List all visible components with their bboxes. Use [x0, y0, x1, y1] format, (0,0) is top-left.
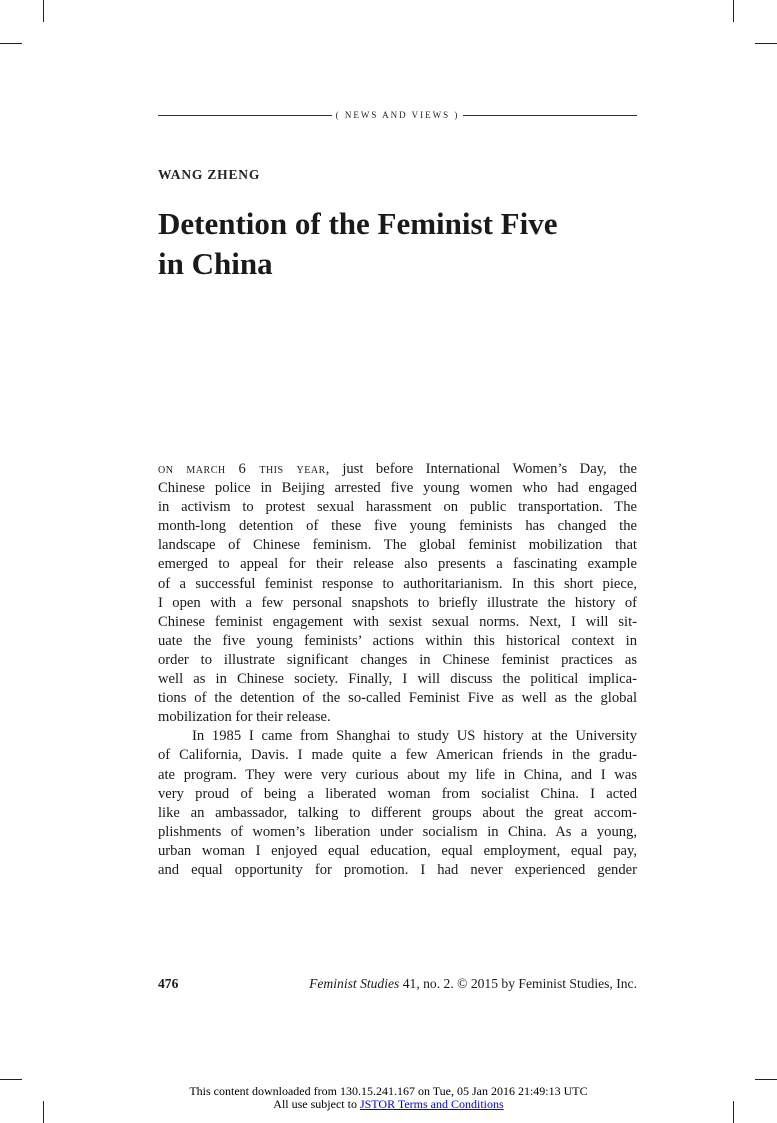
- body-line: In 1985 I came from Shanghai to study US history at the University: [192, 728, 637, 745]
- crop-mark-bottom-right-h: [755, 1079, 777, 1080]
- body-line: in activism to protest sexual harassment on public transportation. The: [158, 499, 637, 516]
- download-notice: [0, 1085, 777, 1111]
- page-footer: [158, 976, 637, 992]
- body-line: landscape of Chinese feminism. The global feminist mobilization that: [158, 537, 637, 554]
- journal-name: Feminist Studies: [309, 976, 400, 991]
- body-line: mobilization for their release.: [158, 709, 331, 726]
- section-header: [158, 110, 637, 120]
- crop-mark-top-right: [733, 0, 734, 22]
- article-title-line-1: Detention of the Feminist Five: [158, 206, 558, 241]
- section-label: ( NEWS AND VIEWS ): [335, 110, 460, 120]
- author-name: WANG ZHENG: [158, 167, 261, 182]
- header-rule-right: [463, 115, 637, 116]
- crop-mark-bottom-left-h: [0, 1079, 22, 1080]
- body-line: ate program. They were very curious about my life in China, and I was: [158, 766, 637, 783]
- download-notice-line-2: All use subject to JSTOR Terms and Conditions: [273, 1097, 504, 1111]
- crop-mark-top-left: [43, 0, 44, 22]
- article-title: [158, 204, 628, 284]
- body-line: of California, Davis. I made quite a few American friends in the gradu-: [158, 747, 637, 764]
- body-line: on march 6 this year, just before International Women’s Day, the: [158, 461, 637, 477]
- page-number: 476: [158, 976, 179, 991]
- body-line: Chinese feminist engagement with sexist sexual norms. Next, I will sit-: [158, 613, 637, 630]
- body-line: urban woman I enjoyed equal education, equal employment, equal pay,: [158, 842, 637, 859]
- body-line: order to illustrate significant changes in Chinese feminist practices as: [158, 651, 637, 668]
- article-body: [158, 460, 637, 880]
- article-title-line-2: in China: [158, 246, 273, 281]
- body-line: emerged to appeal for their release also presents a fascinating example: [158, 556, 637, 573]
- body-line: of a successful feminist response to authoritarianism. In this short piece,: [158, 575, 637, 592]
- body-line: and equal opportunity for promotion. I had never experienced gender: [158, 861, 637, 878]
- header-rule-left: [158, 115, 332, 116]
- body-line: month-long detention of these five young feminists has changed the: [158, 518, 637, 535]
- jstor-terms-link[interactable]: JSTOR Terms and Conditions: [359, 1097, 504, 1111]
- citation-details: 41, no. 2. © 2015 by Feminist Studies, Inc.: [399, 976, 637, 991]
- body-line: plishments of women’s liberation under socialism in China. As a young,: [158, 823, 637, 840]
- download-notice-line-1: This content downloaded from 130.15.241.167 on Tue, 05 Jan 2016 21:49:13 UTC: [189, 1084, 588, 1098]
- body-line: uate the five young feminists’ actions within this historical context in: [158, 632, 637, 649]
- body-line: Chinese police in Beijing arrested five young women who had engaged: [158, 480, 637, 497]
- body-line: tions of the detention of the so-called Feminist Five as well as the global: [158, 690, 637, 707]
- opening-smallcaps: on march 6 this year,: [158, 461, 330, 477]
- body-line: like an ambassador, talking to different groups about the great accom-: [158, 804, 637, 821]
- journal-citation: [309, 976, 637, 992]
- body-line: well as in Chinese society. Finally, I will discuss the political implica-: [158, 671, 637, 688]
- crop-mark-top-left-h: [0, 43, 22, 44]
- body-line: I open with a few personal snapshots to briefly illustrate the history of: [158, 594, 637, 611]
- crop-mark-top-right-h: [755, 43, 777, 44]
- body-line: very proud of being a liberated woman from socialist China. I acted: [158, 785, 637, 802]
